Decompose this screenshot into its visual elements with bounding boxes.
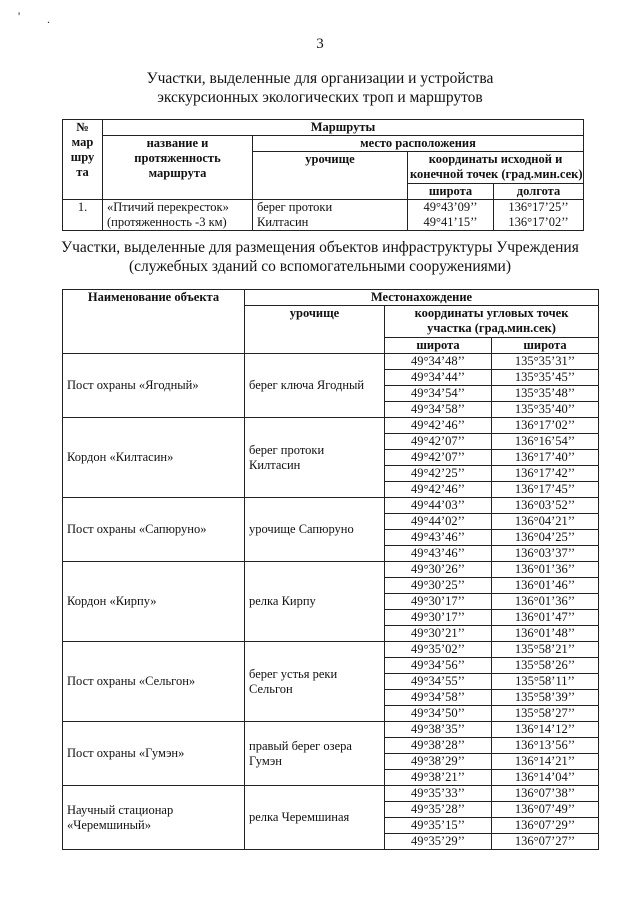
latitude-value: 49°41’15’’ — [423, 215, 478, 229]
object-name-line: Научный стационар — [67, 802, 174, 817]
route-name — [103, 200, 253, 231]
route-place-line: Килтасин — [257, 215, 309, 229]
longitude-value: 135°58’11’’ — [492, 674, 599, 690]
latitude-value: 49°43’46’’ — [385, 530, 492, 546]
latitude-value: 49°43’46’’ — [385, 546, 492, 562]
object-name — [63, 562, 245, 642]
longitude-header: широта — [492, 338, 599, 354]
object-place — [245, 354, 385, 418]
longitude-value: 136°07’49’’ — [492, 802, 599, 818]
longitude-value: 136°04’21’’ — [492, 514, 599, 530]
latitude-value: 49°34’58’’ — [385, 402, 492, 418]
object-name-header: Наименование объекта — [63, 290, 245, 354]
object-place-line: берег протоки — [249, 442, 325, 457]
latitude-value: 49°30’25’’ — [385, 578, 492, 594]
longitude-value: 136°03’37’’ — [492, 546, 599, 562]
longitude-value: 136°16’54’’ — [492, 434, 599, 450]
longitude-value: 136°04’25’’ — [492, 530, 599, 546]
section2-title-line2: (служебных зданий со вспомогательными сооружениями) — [128, 258, 512, 275]
longitude-value: 135°35’48’’ — [492, 386, 599, 402]
route-name-line: «Птичий перекресток» — [107, 200, 229, 214]
longitude-value: 136°17’40’’ — [492, 450, 599, 466]
location-header: Местонахождение — [245, 290, 599, 306]
latitude-value: 49°30’26’’ — [385, 562, 492, 578]
latitude-value: 49°35’28’’ — [385, 802, 492, 818]
latitude-value: 49°30’21’’ — [385, 626, 492, 642]
object-place — [245, 418, 385, 498]
section1-title-line1: Участки, выделенные для организации и устройства — [146, 70, 494, 87]
longitude-value: 136°01’47’’ — [492, 610, 599, 626]
table-row — [63, 642, 599, 658]
latitude-value: 49°35’29’’ — [385, 834, 492, 850]
coordinates-header — [385, 306, 599, 338]
urochishche-header: урочище — [253, 152, 408, 200]
route-number-header-line: та — [76, 165, 89, 179]
object-name-line: Кордон «Килтасин» — [67, 450, 174, 464]
latitude-value: 49°30’17’’ — [385, 594, 492, 610]
latitude-value: 49°42’25’’ — [385, 466, 492, 482]
object-name-line: Кордон «Кирпу» — [67, 594, 157, 608]
object-place-line: релка Кирпу — [249, 594, 316, 608]
scan-mark-right: . — [47, 12, 50, 26]
section1-title-line2: экскурсионных экологических троп и маршрутов — [157, 89, 483, 106]
object-place-line: Сельгон — [249, 681, 293, 696]
latitude-value: 49°42’46’’ — [385, 418, 492, 434]
latitude-value: 49°34’58’’ — [385, 690, 492, 706]
scan-mark-left: ' — [18, 9, 21, 23]
coordinates-header-line: координаты исходной и — [428, 152, 563, 166]
route-name-header-line: маршрута — [148, 166, 207, 180]
object-place-line: берег устья реки — [249, 666, 338, 681]
longitude-value: 136°01’36’’ — [492, 594, 599, 610]
latitude-value: 49°34’54’’ — [385, 386, 492, 402]
longitude-value: 136°14’04’’ — [492, 770, 599, 786]
longitude-value: 136°17’02’’ — [492, 418, 599, 434]
longitude-value: 135°35’31’’ — [492, 354, 599, 370]
object-name-line: Пост охраны «Сапюруно» — [67, 522, 207, 536]
longitude-value: 135°58’26’’ — [492, 658, 599, 674]
table-row — [63, 354, 599, 370]
longitude-value: 135°58’27’’ — [492, 706, 599, 722]
longitude-value: 136°14’21’’ — [492, 754, 599, 770]
latitude-value: 49°42’07’’ — [385, 450, 492, 466]
object-place-line: урочище Сапюруно — [249, 522, 354, 536]
route-number-header-line: шру — [70, 150, 95, 164]
coordinates-header-line: конечной точек (град.мин.сек) — [410, 167, 583, 181]
object-place-line: Гумэн — [249, 753, 282, 768]
infrastructure-table — [62, 289, 599, 850]
latitude-value: 49°38’35’’ — [385, 722, 492, 738]
object-name — [63, 354, 245, 418]
longitude-value: 136°17’02’’ — [508, 215, 569, 229]
urochishche-header: урочище — [245, 306, 385, 354]
table-row — [63, 418, 599, 434]
longitude-value: 136°17’45’’ — [492, 482, 599, 498]
longitude-value: 136°13’56’’ — [492, 738, 599, 754]
longitude-value: 136°07’38’’ — [492, 786, 599, 802]
latitude-value: 49°38’28’’ — [385, 738, 492, 754]
route-name-line: (протяженность -3 км) — [107, 215, 227, 229]
latitude-value: 49°35’02’’ — [385, 642, 492, 658]
route-number-header-line: мар — [71, 135, 94, 149]
object-place — [245, 786, 385, 850]
section2-title-line1: Участки, выделенные для размещения объектов инфраструктуры Учреждения — [61, 239, 579, 256]
longitude-value: 136°07’27’’ — [492, 834, 599, 850]
object-name-line: Пост охраны «Гумэн» — [67, 746, 185, 760]
latitude-value: 49°38’21’’ — [385, 770, 492, 786]
latitude-value: 49°44’03’’ — [385, 498, 492, 514]
longitude-value: 135°58’39’’ — [492, 690, 599, 706]
latitude-value: 49°42’07’’ — [385, 434, 492, 450]
routes-header: Маршруты — [103, 120, 584, 136]
table-row — [63, 722, 599, 738]
object-place — [245, 562, 385, 642]
longitude-value: 136°01’48’’ — [492, 626, 599, 642]
page-number: 3 — [316, 36, 324, 52]
object-name — [63, 786, 245, 850]
object-place-line: Килтасин — [249, 457, 301, 472]
longitude-value: 136°03’52’’ — [492, 498, 599, 514]
latitude-header: широта — [385, 338, 492, 354]
latitude-value: 49°44’02’’ — [385, 514, 492, 530]
coordinates-header — [408, 152, 584, 184]
longitude-value: 136°07’29’’ — [492, 818, 599, 834]
latitude-value: 49°35’33’’ — [385, 786, 492, 802]
routes-table — [62, 119, 584, 231]
route-name-header-line: название и — [146, 136, 209, 150]
route-number-header — [63, 120, 103, 200]
route-longitudes — [494, 200, 584, 231]
route-place — [253, 200, 408, 231]
infrastructure-table-body — [63, 354, 599, 850]
coordinates-header-line: координаты угловых точек — [414, 306, 569, 320]
table-row — [63, 498, 599, 514]
route-number: 1. — [63, 200, 103, 231]
coordinates-header-line: участка (град.мин.сек) — [427, 321, 556, 335]
route-name-header — [103, 136, 253, 200]
object-name-line: Пост охраны «Сельгон» — [67, 674, 196, 688]
latitude-value: 49°42’46’’ — [385, 482, 492, 498]
object-place-line: берег ключа Ягодный — [249, 378, 365, 392]
object-name — [63, 418, 245, 498]
longitude-value: 135°58’21’’ — [492, 642, 599, 658]
latitude-value: 49°30’17’’ — [385, 610, 492, 626]
latitude-value: 49°34’48’’ — [385, 354, 492, 370]
latitude-header: широта — [408, 184, 494, 200]
object-place-line: правый берег озера — [249, 738, 352, 753]
object-name — [63, 642, 245, 722]
route-place-line: берег протоки — [257, 200, 333, 214]
object-place — [245, 642, 385, 722]
object-place — [245, 498, 385, 562]
object-place-line: релка Черемшиная — [249, 810, 350, 824]
latitude-value: 49°35’15’’ — [385, 818, 492, 834]
longitude-value: 136°17’42’’ — [492, 466, 599, 482]
route-number-header-line: № — [76, 120, 89, 134]
object-place — [245, 722, 385, 786]
longitude-header: долгота — [494, 184, 584, 200]
latitude-value: 49°34’50’’ — [385, 706, 492, 722]
latitude-value: 49°34’55’’ — [385, 674, 492, 690]
location-header: место расположения — [253, 136, 584, 152]
route-latitudes — [408, 200, 494, 231]
object-name-line: «Черемшиный» — [67, 817, 151, 832]
latitude-value: 49°43’09’’ — [423, 200, 478, 214]
table-row — [63, 786, 599, 802]
table-row — [63, 200, 584, 231]
longitude-value: 136°01’36’’ — [492, 562, 599, 578]
latitude-value: 49°34’44’’ — [385, 370, 492, 386]
route-name-header-line: протяженность — [134, 151, 221, 165]
table-row — [63, 562, 599, 578]
object-name — [63, 722, 245, 786]
longitude-value: 136°17’25’’ — [508, 200, 569, 214]
section2-title — [0, 238, 640, 276]
section1-title — [0, 69, 640, 107]
longitude-value: 135°35’40’’ — [492, 402, 599, 418]
object-name-line: Пост охраны «Ягодный» — [67, 378, 199, 392]
latitude-value: 49°38’29’’ — [385, 754, 492, 770]
object-name — [63, 498, 245, 562]
longitude-value: 135°35’45’’ — [492, 370, 599, 386]
longitude-value: 136°14’12’’ — [492, 722, 599, 738]
longitude-value: 136°01’46’’ — [492, 578, 599, 594]
latitude-value: 49°34’56’’ — [385, 658, 492, 674]
